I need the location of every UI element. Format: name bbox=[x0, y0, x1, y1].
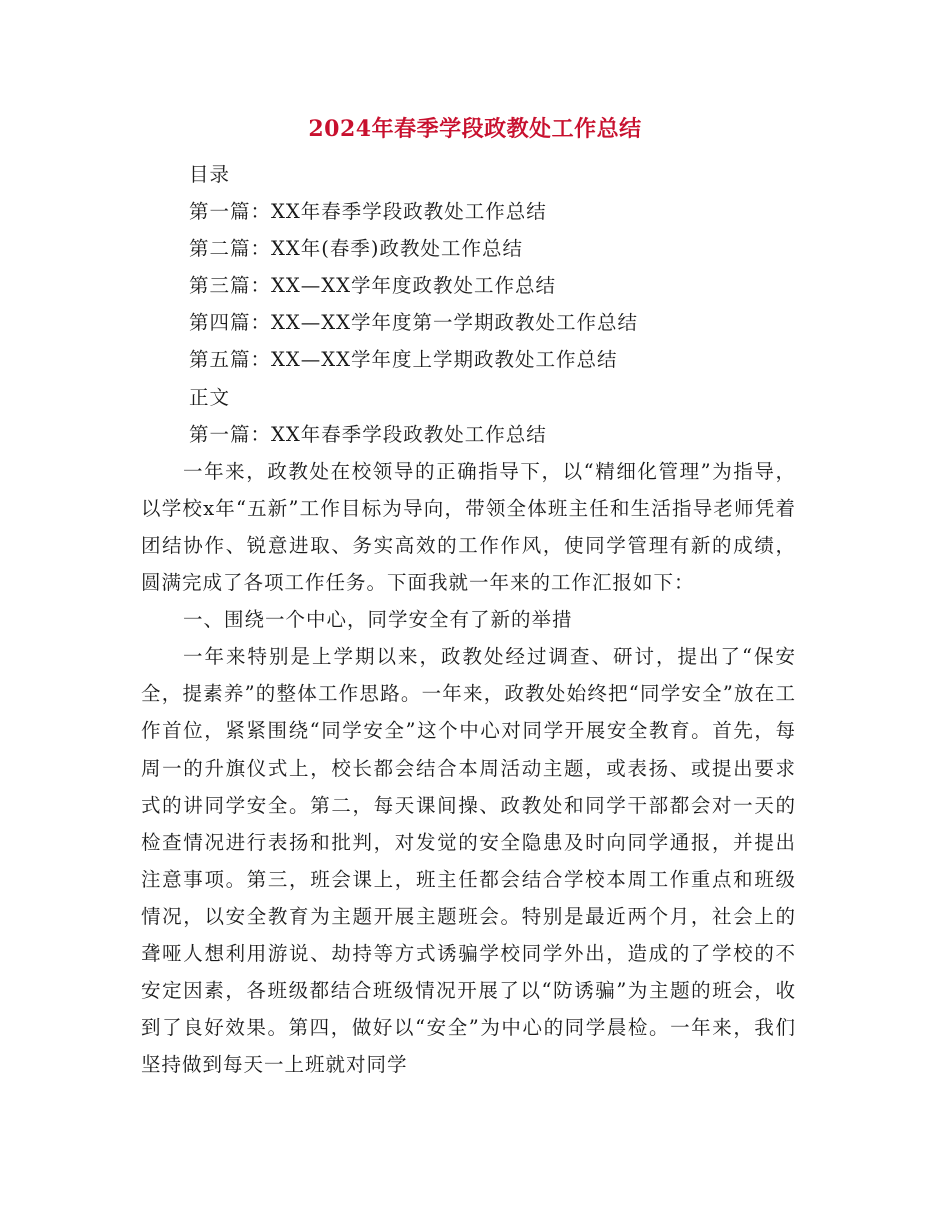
toc-item: 第三篇：XX—XX学年度政教处工作总结 bbox=[189, 274, 557, 298]
toc-item: 第一篇：XX年春季学段政教处工作总结 bbox=[189, 200, 547, 224]
toc-item: 第四篇：XX—XX学年度第一学期政教处工作总结 bbox=[189, 311, 639, 335]
body-heading: 正文 bbox=[189, 385, 231, 409]
paragraph-intro: 一年来，政教处在校领导的正确指导下，以“精细化管理”为指导，以学校x年“五新”工作目标为导向，带领全体班主任和生活指导老师凭着团结协作、锐意进取、务实高效的工作作风，使同学管理有新的成绩，圆满完成了各项工作任务。下面我就一年来的工作汇报如下： bbox=[141, 459, 796, 595]
document-body bbox=[141, 156, 796, 1083]
toc-item: 第二篇：XX年(春季)政教处工作总结 bbox=[189, 237, 523, 261]
toc-heading: 目录 bbox=[189, 163, 231, 186]
paragraph-safety: 一年来特别是上学期以来，政教处经过调查、研讨，提出了“保安全，提素养”的整体工作思路。一年来，政教处始终把“同学安全”放在工作首位，紧紧围绕“同学安全”这个中心对同学开展安全教育。首先，每周一的升旗仪式上，校长都会结合本周活动主题，或表扬、或提出要求式的讲同学安全。第二，每天课间操、政教处和同学干部都会对一天的检查情况进行表扬和批判，对发觉的安全隐患及时向同学通报，并提出注意事项。第三，班会课上，班主任都会结合学校本周工作重点和班级情况，以安全教育为主题开展主题班会。特别是最近两个月，社会上的聋哑人想利用游说、劫持等方式诱骗学校同学外出，造成的了学校的不安定因素，各班级都结合班级情况开展了以“防诱骗”为主题的班会，收到了良好效果。第四，做好以“安全”为中心的同学晨检。一年来，我们坚持做到每天一上班就对同学 bbox=[141, 645, 796, 1077]
toc-item: 第五篇：XX—XX学年度上学期政教处工作总结 bbox=[189, 348, 618, 372]
section-heading: 一、围绕一个中心，同学安全有了新的举措 bbox=[183, 608, 573, 632]
document-title: 2024年春季学段政教处工作总结 bbox=[308, 116, 642, 142]
article-title: 第一篇：XX年春季学段政教处工作总结 bbox=[189, 422, 547, 446]
